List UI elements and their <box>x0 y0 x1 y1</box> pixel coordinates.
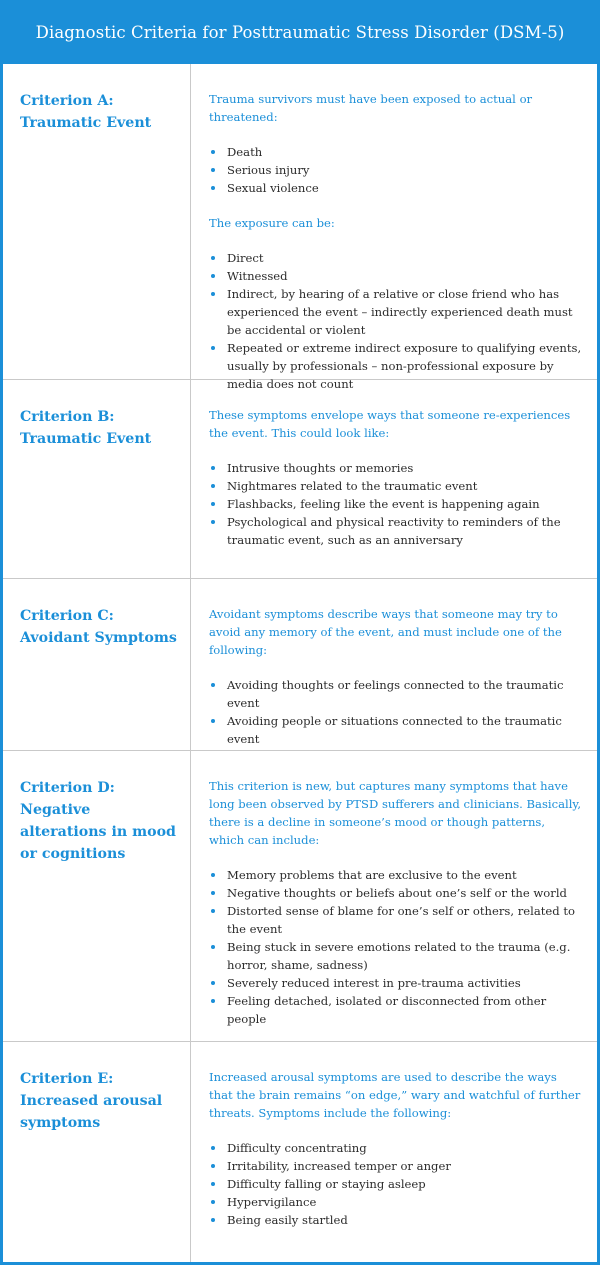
criterion-title: Criterion A: Traumatic Event <box>20 93 152 131</box>
criterion-description-cell <box>191 1042 597 1262</box>
criterion-label-cell <box>3 64 191 379</box>
list-item: Difficulty concentrating <box>209 1139 583 1157</box>
criterion-title: Criterion E: Increased arousal symptoms <box>20 1071 163 1131</box>
criterion-row-b <box>3 380 597 579</box>
criterion-row-c <box>3 579 597 751</box>
list-item: Witnessed <box>209 267 583 285</box>
list-item: Repeated or extreme indirect exposure to qualifying events, usually by professionals – non-professional exposure by media does not count <box>209 339 583 393</box>
criterion-title: Criterion C: Avoidant Symptoms <box>20 608 177 646</box>
criterion-row-a <box>3 64 597 391</box>
criterion-description-cell <box>191 751 597 1041</box>
list-item: Indirect, by hearing of a relative or close friend who has experienced the event – indirectly experienced death must be accidental or violent <box>209 285 583 339</box>
list-item: Flashbacks, feeling like the event is happening again <box>209 495 583 513</box>
criterion-intro: Avoidant symptoms describe ways that someone may try to avoid any memory of the event, and must include one of the following: <box>209 607 562 657</box>
list-item: Being easily startled <box>209 1211 583 1229</box>
list-item: Avoiding thoughts or feelings connected to the traumatic event <box>209 676 583 712</box>
criterion-description-cell <box>191 380 597 578</box>
symptom-list <box>209 459 583 549</box>
list-item: Sexual violence <box>209 179 583 197</box>
symptom-list <box>209 676 583 748</box>
list-item: Irritability, increased temper or anger <box>209 1157 583 1175</box>
criterion-intro: This criterion is new, but captures many symptoms that have long been observed by PTSD sufferers and clinicians. Basically, there is a decline in someone’s mood or though patterns, which can include: <box>209 779 582 847</box>
list-item: Death <box>209 143 583 161</box>
criterion-title: Criterion D: Negative alterations in mood or cognitions <box>20 780 176 862</box>
criterion-description-cell <box>191 579 597 750</box>
criterion-row-d <box>3 751 597 1042</box>
list-item: Difficulty falling or staying asleep <box>209 1175 583 1193</box>
list-item: Psychological and physical reactivity to reminders of the traumatic event, such as an anniversary <box>209 513 583 549</box>
criterion-title: Criterion B: Traumatic Event <box>20 409 152 447</box>
list-item: Direct <box>209 249 583 267</box>
criterion-row-e <box>3 1042 597 1262</box>
criterion-label-cell <box>3 1042 191 1262</box>
criterion-intro: Trauma survivors must have been exposed to actual or threatened: <box>209 92 533 124</box>
list-item: Distorted sense of blame for one’s self or others, related to the event <box>209 902 583 938</box>
symptom-list <box>209 249 583 393</box>
list-item: Severely reduced interest in pre-trauma activities <box>209 974 583 992</box>
list-item: Intrusive thoughts or memories <box>209 459 583 477</box>
criterion-intro: These symptoms envelope ways that someone re-experiences the event. This could look like: <box>209 408 571 440</box>
symptom-list <box>209 866 583 1028</box>
symptom-list <box>209 143 583 197</box>
criterion-label-cell <box>3 751 191 1041</box>
list-item: Avoiding people or situations connected to the traumatic event <box>209 712 583 748</box>
criterion-description-cell <box>191 64 597 391</box>
list-item: Feeling detached, isolated or disconnected from other people <box>209 992 583 1028</box>
criterion-intro: The exposure can be: <box>209 216 335 230</box>
list-item: Nightmares related to the traumatic event <box>209 477 583 495</box>
list-item: Memory problems that are exclusive to the event <box>209 866 583 884</box>
list-item: Serious injury <box>209 161 583 179</box>
criterion-intro: Increased arousal symptoms are used to describe the ways that the brain remains “on edge,” wary and watchful of further threats. Symptoms include the following: <box>209 1070 581 1120</box>
list-item: Negative thoughts or beliefs about one’s self or the world <box>209 884 583 902</box>
list-item: Being stuck in severe emotions related to the trauma (e.g. horror, shame, sadness) <box>209 938 583 974</box>
symptom-list <box>209 1139 583 1229</box>
criterion-label-cell <box>3 579 191 750</box>
criterion-label-cell <box>3 380 191 578</box>
page-title: Diagnostic Criteria for Posttraumatic Stress Disorder (DSM-5) <box>3 0 597 64</box>
list-item: Hypervigilance <box>209 1193 583 1211</box>
